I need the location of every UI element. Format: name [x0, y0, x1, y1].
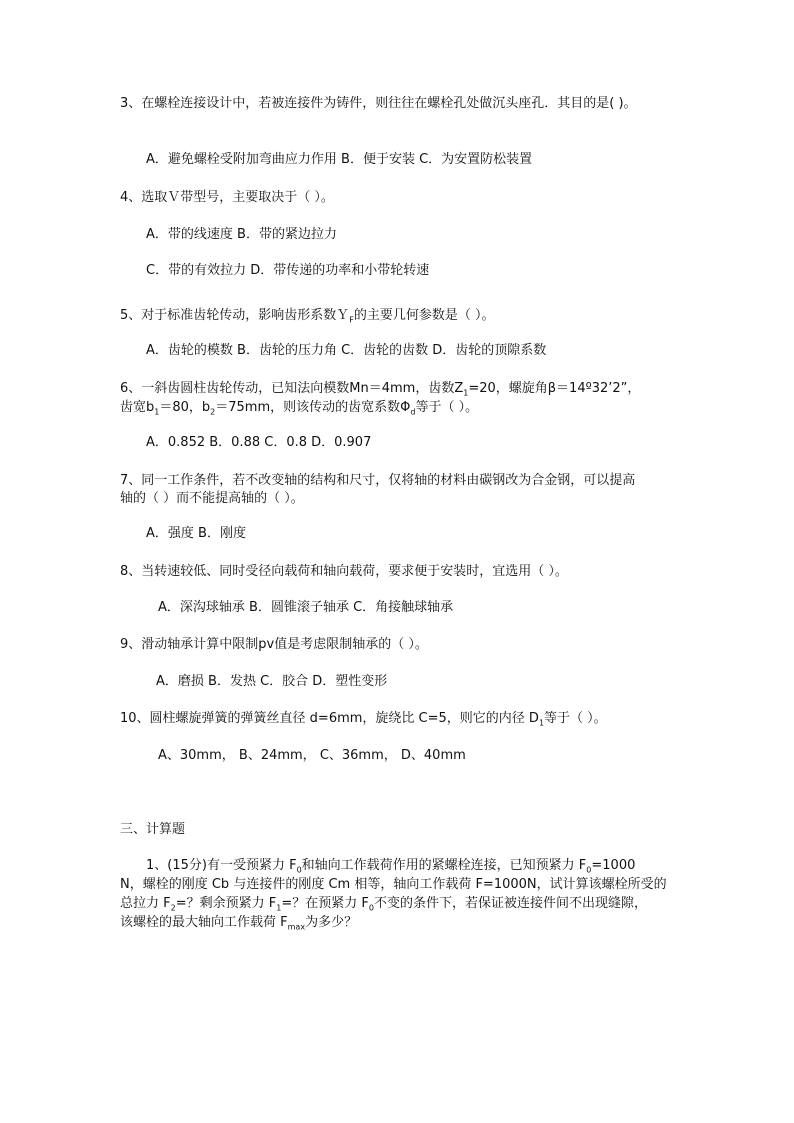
calc-line1-s1: 0 — [296, 865, 302, 875]
q6-line2-sub3: d — [410, 407, 416, 417]
q10-stem-b: 等于（ ）。 — [544, 711, 607, 726]
calc-line4 — [120, 914, 357, 932]
q10-stem — [120, 710, 607, 728]
calc-line4-b: 为多少？ — [305, 915, 358, 930]
q6-line2 — [120, 399, 478, 417]
calc-line3-s2: 1 — [276, 903, 282, 913]
q6-line1 — [120, 380, 640, 398]
q10-stem-a: 10、圆柱螺旋弹簧的弹簧丝直径 d=6mm，旋绕比 C=5，则它的内径 D — [120, 711, 539, 726]
q10-options: A、30mm， B、24mm， C、36mm， D、40mm — [158, 748, 466, 763]
q6-options: A．0.852 B．0.88 C．0.8 D．0.907 — [146, 435, 372, 450]
q5-options: A．齿轮的模数 B．齿轮的压力角 C．齿轮的齿数 D．齿轮的顶隙系数 — [146, 343, 547, 358]
q10-stem-sub: 1 — [538, 718, 545, 728]
q9-options: A．磨损 B．发热 C．胶合 D．塑性变形 — [156, 674, 388, 689]
calc-line3-d: 不变的条件下，若保证被连接件间不出现缝隙， — [373, 896, 647, 911]
calc-line3-s3: 0 — [368, 903, 374, 913]
calc-line3-c: =？在预紧力 F — [281, 896, 369, 911]
q4-options-line2: C．带的有效拉力 D．带传递的功率和小带轮转速 — [146, 263, 430, 278]
q6-line2-b: ＝80，b — [159, 400, 211, 415]
q7-line1: 7、同一工作条件，若不改变轴的结构和尺寸，仅将轴的材料由碳钢改为合金钢，可以提高 — [120, 473, 636, 488]
q5-stem-b: 的主要几何参数是（ ）。 — [353, 308, 495, 323]
calc-line1-b: 和轴向工作载荷作用的紧螺栓连接，已知预紧力 F — [301, 858, 587, 873]
q5-stem-sub: F — [349, 315, 354, 325]
calc-line2: N，螺栓的刚度 Cb 与连接件的刚度 Cm 相等，轴向工作载荷 F=1000N，试计算该螺栓所受的 — [120, 877, 667, 892]
q6-line2-a: 齿宽b — [120, 400, 155, 415]
q6-line1-a: 6、一斜齿圆柱齿轮传动，已知法向模数Mn＝4mm，齿数Z — [120, 381, 464, 396]
q9-stem: 9、滑动轴承计算中限制pv值是考虑限制轴承的（ ）。 — [120, 637, 428, 652]
q6-line1-b: =20，螺旋角β＝14º32’2”， — [468, 381, 641, 396]
calc-line3-s1: 2 — [170, 903, 176, 913]
q4-options-line1: A．带的线速度 B．带的紧边拉力 — [146, 227, 337, 242]
q4-stem: 4、选取Ｖ带型号，主要取决于（ ）。 — [120, 190, 334, 205]
calc-line1-c: =1000 — [591, 858, 636, 873]
q6-line2-d: 等于（ ）。 — [415, 400, 479, 415]
q3-options: A．避免螺栓受附加弯曲应力作用 B．便于安装 C．为安置防松装置 — [146, 152, 533, 167]
q6-line2-sub2: 2 — [210, 407, 216, 417]
calc-line4-a: 该螺栓的最大轴向工作载荷 F — [120, 915, 288, 930]
q7-options: A．强度 B．刚度 — [146, 526, 246, 541]
q8-stem: 8、当转速较低、同时受径向载荷和轴向载荷，要求便于安装时，宜选用（ ）。 — [120, 564, 568, 579]
calc-line3-b: =？剩余预紧力 F — [175, 896, 277, 911]
section3-title: 三、计算题 — [120, 822, 186, 837]
calc-line1 — [146, 857, 635, 875]
q6-line2-c: ＝75mm，则该传动的齿宽系数Φ — [215, 400, 411, 415]
calc-line4-s1: max — [287, 922, 306, 932]
q3-stem: 3、在螺栓连接设计中，若被连接件为铸件，则往往在螺栓孔处做沉头座孔．其目的是( )。 — [120, 96, 637, 111]
q5-stem — [120, 307, 495, 325]
q5-stem-a: 5、对于标准齿轮传动，影响齿形系数Ｙ — [120, 308, 350, 323]
q6-line1-sub: 1 — [463, 388, 469, 398]
q7-line2: 轴的（ ）而不能提高轴的（ ）。 — [120, 491, 304, 506]
calc-line3-a: 总拉力 F — [120, 896, 171, 911]
calc-line1-a: 1、(15分)有一受预紧力 F — [146, 858, 297, 873]
q6-line2-sub1: 1 — [154, 407, 160, 417]
calc-line3 — [120, 895, 647, 913]
calc-line1-s2: 0 — [586, 865, 592, 875]
q8-options: A．深沟球轴承 B．圆锥滚子轴承 C．角接触球轴承 — [158, 600, 454, 615]
